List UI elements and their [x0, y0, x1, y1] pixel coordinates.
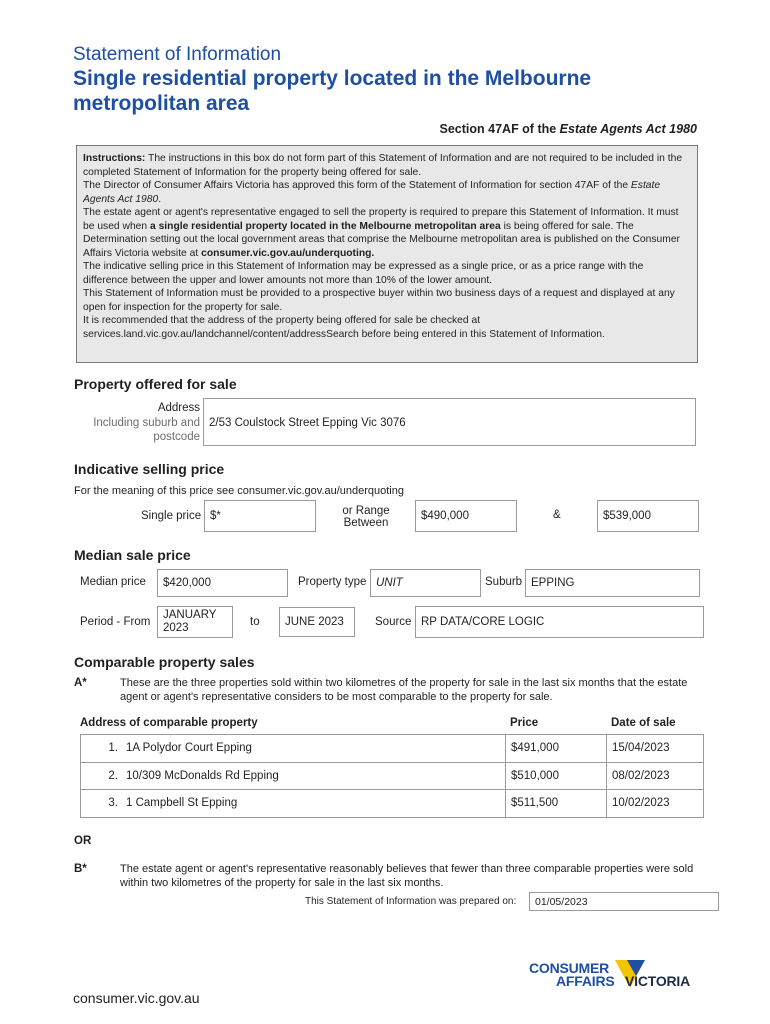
date-cell[interactable]: 10/02/2023: [607, 790, 704, 818]
instructions-p3-b: is being offered for sale. The Determination setting out the local government areas that comprise the Melbourne metropolitan area is published on the Consumer Affairs Victoria website at: [83, 220, 680, 259]
address-label-1: Address: [157, 402, 200, 414]
address-cell[interactable]: [81, 790, 506, 818]
logo-line-consumer: CONSUMER: [529, 960, 610, 976]
col-price-header: Price: [510, 717, 539, 729]
single-price-label: Single price: [141, 510, 202, 522]
instructions-box: [76, 145, 698, 363]
period-from-label: Period - From: [80, 616, 151, 628]
instructions-label: Instructions:: [83, 153, 146, 164]
statement-title: Statement of Information: [73, 44, 282, 65]
section-prefix: Section 47AF of the: [439, 122, 560, 136]
page-title: [73, 66, 591, 116]
address-cell[interactable]: [81, 762, 506, 790]
instructions-p3-a: The estate agent or agent's representative engaged to sell the property is required to prepare this Statement of Information. It must be used when: [83, 207, 679, 232]
underquoting-link[interactable]: consumer.vic.gov.au/underquoting.: [201, 247, 375, 259]
median-heading: Median sale price: [74, 547, 191, 563]
instructions-p4: The indicative selling price in this Statement of Information may be expressed as a single price, or as a price range with the difference between the upper and lower amounts not more than 10% of the lower amount.: [83, 261, 644, 286]
col-date-header: Date of sale: [611, 717, 676, 729]
table-row: [81, 790, 704, 818]
table-row: [81, 735, 704, 763]
or-label: OR: [74, 835, 92, 847]
comparable-heading: Comparable property sales: [74, 654, 255, 670]
prepared-on-value: 01/05/2023: [535, 895, 588, 908]
footer-url[interactable]: consumer.vic.gov.au: [73, 990, 200, 1006]
range-ampersand: &: [553, 509, 561, 521]
indicative-note: For the meaning of this price see consumer.vic.gov.au/underquoting: [74, 485, 404, 497]
range-label-2: Between: [343, 517, 389, 529]
option-a-text: These are the three properties sold within two kilometres of the property for sale in the last six months that the estate agent or agent's representative considers to be most comparable to the property for sale.: [120, 677, 688, 703]
median-price-label: Median price: [80, 576, 146, 588]
instructions-p1-text: The instructions in this box do not form part of this Statement of Information and are not required to be included in the completed Statement of Information for the property being offered for sale.: [83, 153, 683, 178]
row-number: 1.: [108, 742, 118, 755]
range-low-field[interactable]: [415, 500, 517, 532]
property-type-field[interactable]: [370, 569, 481, 597]
property-heading: Property offered for sale: [74, 376, 237, 392]
period-from-line-1: JANUARY: [163, 609, 217, 621]
period-to-field[interactable]: [279, 607, 355, 637]
period-to-label: to: [250, 616, 260, 628]
logo-line-affairs: AFFAIRS: [556, 973, 615, 989]
suburb-label: Suburb: [485, 576, 523, 588]
comparable-table: [80, 734, 704, 818]
instructions-p6: It is recommended that the address of the property being offered for sale be checked at services.land.vic.gov.au/landchannel/content/addressSearch before being entered in this Statement of Information.: [83, 315, 605, 340]
date-cell[interactable]: 15/04/2023: [607, 735, 704, 763]
row-address: 1 Campbell St Epping: [126, 797, 238, 810]
range-label: [330, 505, 402, 529]
price-cell[interactable]: $510,000: [506, 762, 607, 790]
period-from-line-2: 2023: [163, 622, 189, 634]
prepared-on-field[interactable]: [529, 892, 719, 911]
instructions-p3: [83, 206, 691, 260]
address-label-3: postcode: [153, 431, 200, 443]
option-b-marker: B*: [74, 863, 87, 875]
instructions-p3-bold: a single residential property located in the Melbourne metropolitan area: [149, 220, 501, 232]
range-high-value: $539,000: [603, 510, 651, 522]
section-reference: [440, 122, 697, 136]
address-cell[interactable]: [81, 735, 506, 763]
source-value: RP DATA/CORE LOGIC: [421, 616, 545, 628]
median-price-value: $420,000: [163, 577, 211, 589]
price-cell[interactable]: $491,000: [506, 735, 607, 763]
option-b-text: The estate agent or agent's representative reasonably believes that fewer than three comparable properties were sold within two kilometres of the property for sale in the last six months.: [120, 863, 694, 889]
source-field[interactable]: [415, 606, 704, 638]
instructions-p1: [83, 152, 691, 179]
section-act: Estate Agents Act 1980: [559, 122, 697, 136]
period-to-value: JUNE 2023: [285, 616, 344, 628]
instructions-p2-act: Estate Agents Act 1980: [83, 180, 661, 205]
instructions-p2-text: The Director of Consumer Affairs Victoria has approved this form of the Statement of Information for section 47AF of the: [83, 180, 631, 191]
page-title-line-1: Single residential property located in the Melbourne: [73, 67, 592, 90]
consumer-affairs-victoria-logo: [527, 958, 707, 1004]
price-cell[interactable]: $511,500: [506, 790, 607, 818]
col-address-header: Address of comparable property: [80, 717, 258, 729]
property-type-value: UNIT: [376, 577, 403, 589]
row-number: 2.: [108, 769, 118, 782]
address-field[interactable]: [203, 398, 696, 446]
row-number: 3.: [108, 797, 118, 810]
date-cell[interactable]: 08/02/2023: [607, 762, 704, 790]
single-price-value: $*: [210, 510, 221, 522]
suburb-field[interactable]: [525, 569, 700, 597]
prepared-on-label: This Statement of Information was prepared on:: [305, 896, 517, 907]
range-low-value: $490,000: [421, 510, 469, 522]
address-label-2: Including suburb and: [93, 416, 200, 429]
option-a-marker: A*: [74, 677, 87, 689]
page-title-line-2: metropolitan area: [73, 92, 250, 115]
median-price-field[interactable]: [157, 569, 288, 597]
single-price-field[interactable]: [204, 500, 316, 532]
property-type-label: Property type: [298, 576, 367, 588]
suburb-value: EPPING: [531, 577, 575, 589]
instructions-p2-end: .: [158, 193, 162, 205]
range-high-field[interactable]: [597, 500, 699, 532]
row-address: 1A Polydor Court Epping: [126, 742, 252, 755]
logo-line-victoria: VICTORIA: [625, 973, 691, 989]
row-address: 10/309 McDonalds Rd Epping: [126, 769, 279, 782]
range-label-1: or Range: [342, 505, 390, 517]
address-label: [76, 401, 200, 445]
period-from-field[interactable]: [157, 606, 233, 638]
address-value: 2/53 Coulstock Street Epping Vic 3076: [209, 417, 406, 429]
table-row: [81, 762, 704, 790]
instructions-p2: [83, 179, 691, 206]
instructions-p5: This Statement of Information must be provided to a prospective buyer within two business days of a request and displayed at any open for inspection for the property for sale.: [83, 288, 675, 313]
indicative-heading: Indicative selling price: [74, 461, 225, 477]
source-label: Source: [375, 616, 412, 628]
